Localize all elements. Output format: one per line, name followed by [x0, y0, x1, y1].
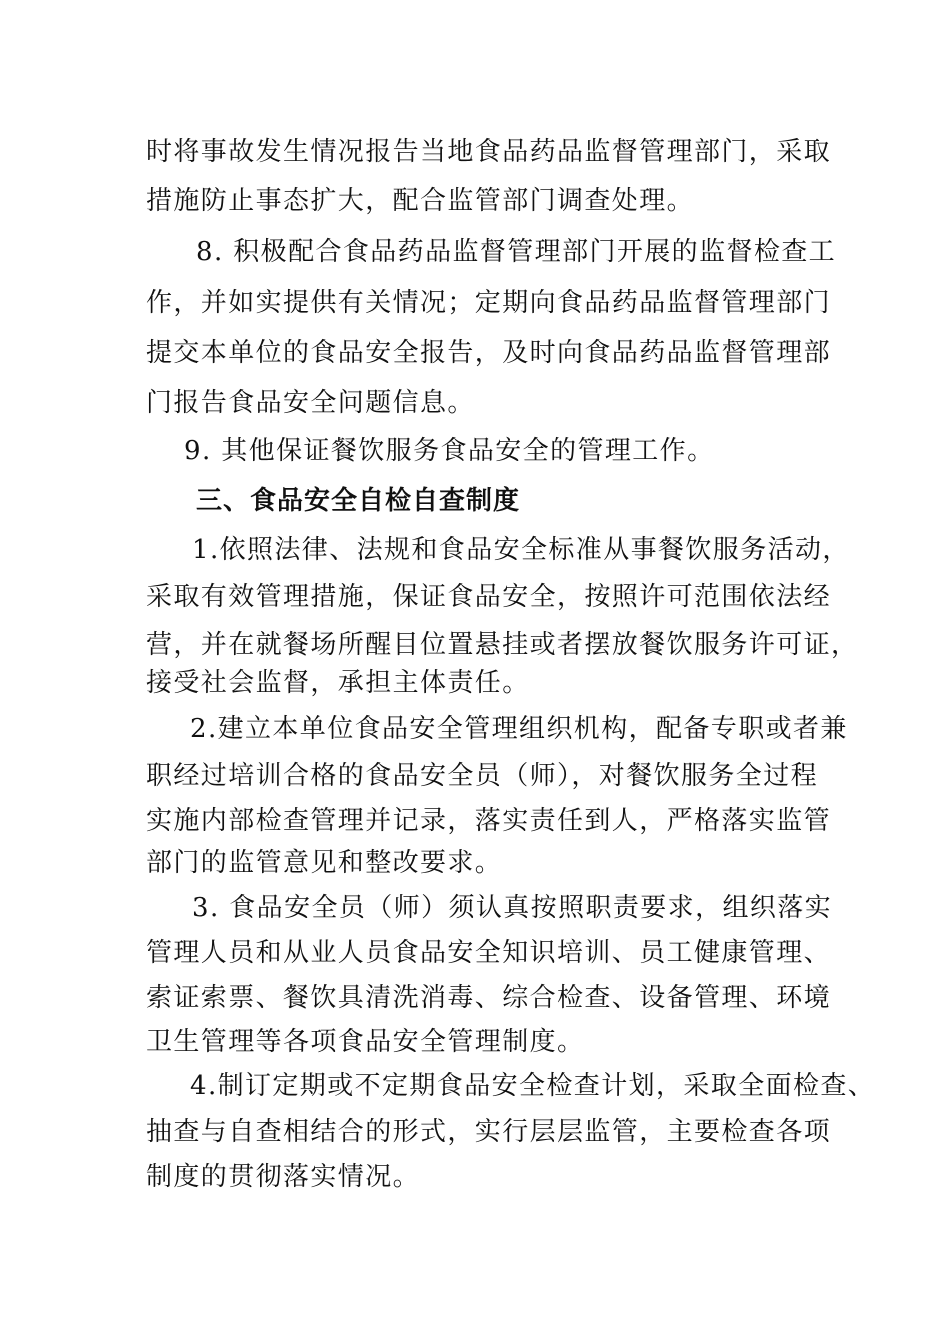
text-line: 措施防止事态扩大，配合监管部门调查处理。: [146, 186, 695, 216]
section-heading: 三、食品安全自检自查制度: [196, 486, 521, 516]
text-line: 采取有效管理措施，保证食品安全，按照许可范围依法经: [146, 582, 832, 612]
text-line: 营，并在就餐场所醒目位置悬挂或者摆放餐饮服务许可证，: [146, 630, 859, 660]
text-line: 4.制订定期或不定期食品安全检查计划，采取全面检查、: [190, 1071, 876, 1101]
text-line: 作，并如实提供有关情况；定期向食品药品监督管理部门: [146, 288, 832, 318]
text-line: 管理人员和从业人员食品安全知识培训、员工健康管理、: [146, 938, 832, 968]
text-line: 门报告食品安全问题信息。: [146, 388, 475, 418]
text-line: 1.依照法律、法规和食品安全标准从事餐饮服务活动，: [192, 535, 850, 565]
text-line: 职经过培训合格的食品安全员（师），对餐饮服务全过程: [146, 761, 819, 791]
text-line: 制度的贯彻落实情况。: [146, 1162, 421, 1192]
text-line: 索证索票、餐饮具清洗消毒、综合检查、设备管理、环境: [146, 983, 832, 1013]
text-line: 部门的监管意见和整改要求。: [146, 848, 503, 878]
text-line: 9. 其他保证餐饮服务食品安全的管理工作。: [184, 436, 715, 466]
text-line: 3. 食品安全员（师）须认真按照职责要求，组织落实: [192, 893, 833, 923]
text-line: 抽查与自查相结合的形式，实行层层监管，主要检查各项: [146, 1117, 832, 1147]
text-line: 8. 积极配合食品药品监督管理部门开展的监督检查工: [196, 237, 837, 267]
text-line: 卫生管理等各项食品安全管理制度。: [146, 1027, 585, 1057]
text-line: 实施内部检查管理并记录，落实责任到人，严格落实监管: [146, 806, 832, 836]
text-line: 接受社会监督，承担主体责任。: [146, 668, 530, 698]
text-line: 提交本单位的食品安全报告，及时向食品药品监督管理部: [146, 338, 832, 368]
text-line: 时将事故发生情况报告当地食品药品监督管理部门，采取: [146, 137, 832, 167]
text-line: 2.建立本单位食品安全管理组织机构，配备专职或者兼: [190, 714, 848, 744]
